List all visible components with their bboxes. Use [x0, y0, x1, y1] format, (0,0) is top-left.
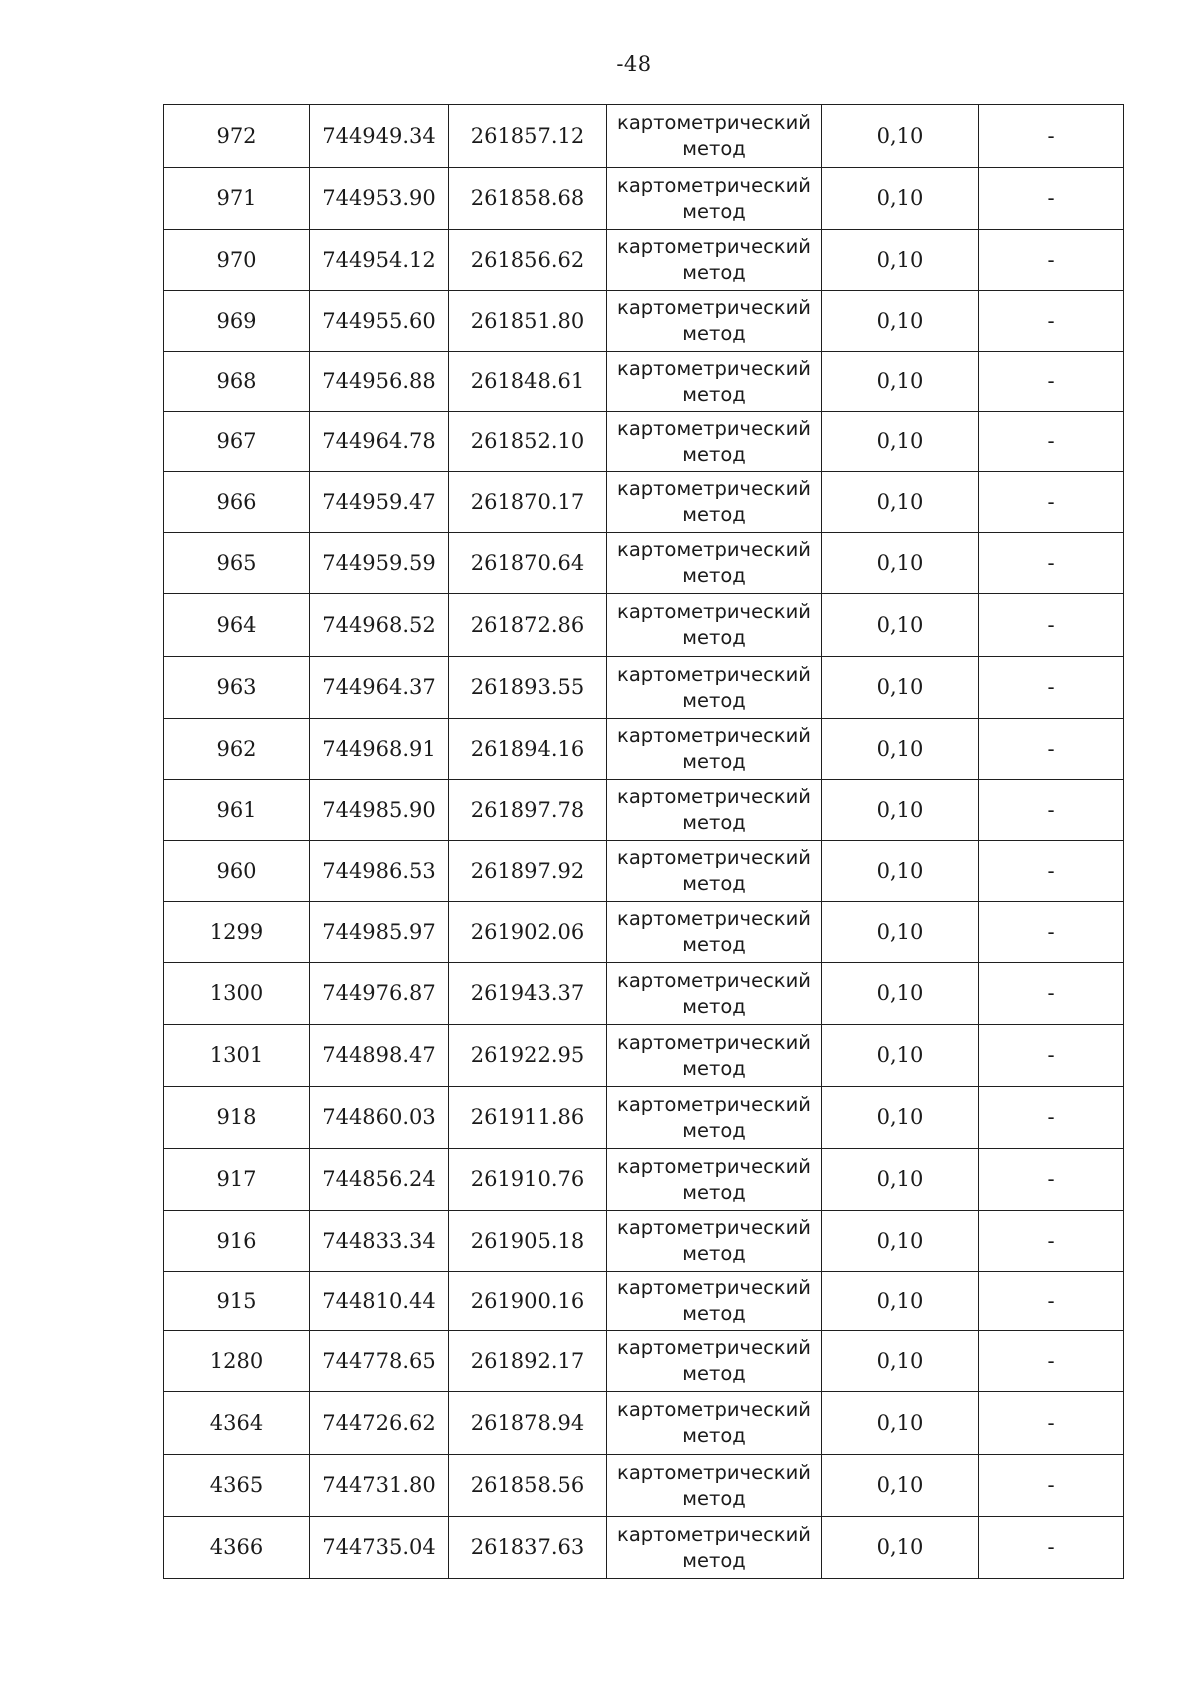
method-text-line: метод: [682, 933, 746, 956]
y-coordinate-cell: 261897.92: [449, 841, 607, 902]
y-coordinate-cell: 261911.86: [449, 1087, 607, 1149]
table-row: [164, 1455, 1124, 1517]
note-cell: -: [979, 963, 1124, 1025]
method-text-line: картометрический: [617, 1336, 811, 1360]
error-cell: 0,10: [822, 472, 979, 533]
x-coordinate-cell: 744949.34: [310, 105, 449, 168]
method-cell: [607, 1392, 822, 1455]
method-text-line: картометрический: [617, 846, 811, 870]
y-coordinate-cell: 261870.17: [449, 472, 607, 533]
x-coordinate-cell: 744964.78: [310, 412, 449, 472]
error-cell: 0,10: [822, 1272, 979, 1331]
table-row: [164, 902, 1124, 963]
error-cell: 0,10: [822, 230, 979, 291]
table-row: [164, 168, 1124, 230]
note-cell: -: [979, 902, 1124, 963]
method-cell: [607, 291, 822, 352]
note-cell: -: [979, 1331, 1124, 1392]
table-row: [164, 1025, 1124, 1087]
method-text-line: картометрический: [617, 600, 811, 624]
x-coordinate-cell: 744985.97: [310, 902, 449, 963]
table-row: [164, 1331, 1124, 1392]
note-cell: -: [979, 1455, 1124, 1517]
y-coordinate-cell: 261858.56: [449, 1455, 607, 1517]
point-number-cell: 4365: [164, 1455, 310, 1517]
error-cell: 0,10: [822, 1331, 979, 1392]
point-number-cell: 960: [164, 841, 310, 902]
point-number-cell: 1301: [164, 1025, 310, 1087]
y-coordinate-cell: 261922.95: [449, 1025, 607, 1087]
method-text-line: метод: [682, 994, 746, 1018]
y-coordinate-cell: 261900.16: [449, 1272, 607, 1331]
method-text-line: метод: [682, 199, 746, 223]
error-cell: 0,10: [822, 841, 979, 902]
method-cell: [607, 657, 822, 719]
point-number-cell: 1300: [164, 963, 310, 1025]
y-coordinate-cell: 261851.80: [449, 291, 607, 352]
point-number-cell: 965: [164, 533, 310, 594]
error-cell: 0,10: [822, 1211, 979, 1272]
method-text-line: метод: [682, 811, 746, 834]
y-coordinate-cell: 261893.55: [449, 657, 607, 719]
point-number-cell: 961: [164, 780, 310, 841]
point-number-cell: 968: [164, 352, 310, 412]
table-row: [164, 291, 1124, 352]
y-coordinate-cell: 261870.64: [449, 533, 607, 594]
table-row: [164, 719, 1124, 780]
point-number-cell: 969: [164, 291, 310, 352]
method-text-line: картометрический: [617, 1092, 811, 1116]
method-cell: [607, 1272, 822, 1331]
error-cell: 0,10: [822, 412, 979, 472]
x-coordinate-cell: 744956.88: [310, 352, 449, 412]
table-row: [164, 472, 1124, 533]
page-number: -48: [616, 52, 652, 76]
point-number-cell: 916: [164, 1211, 310, 1272]
note-cell: -: [979, 841, 1124, 902]
method-text-line: метод: [682, 1548, 746, 1572]
point-number-cell: 963: [164, 657, 310, 719]
method-cell: [607, 412, 822, 472]
y-coordinate-cell: 261902.06: [449, 902, 607, 963]
note-cell: -: [979, 719, 1124, 780]
point-number-cell: 4366: [164, 1517, 310, 1579]
x-coordinate-cell: 744735.04: [310, 1517, 449, 1579]
note-cell: -: [979, 657, 1124, 719]
method-text-line: метод: [682, 442, 746, 466]
method-text-line: картометрический: [617, 111, 811, 135]
method-cell: [607, 963, 822, 1025]
table-row: [164, 1211, 1124, 1272]
note-cell: -: [979, 230, 1124, 291]
method-text-line: картометрический: [617, 662, 811, 686]
method-text-line: метод: [682, 750, 746, 773]
x-coordinate-cell: 744959.59: [310, 533, 449, 594]
method-text-line: картометрический: [617, 356, 811, 380]
x-coordinate-cell: 744955.60: [310, 291, 449, 352]
point-number-cell: 967: [164, 412, 310, 472]
method-text-line: метод: [682, 1424, 746, 1447]
note-cell: -: [979, 105, 1124, 168]
y-coordinate-cell: 261852.10: [449, 412, 607, 472]
method-text-line: метод: [682, 382, 746, 406]
method-text-line: картометрический: [617, 538, 811, 562]
method-cell: [607, 230, 822, 291]
method-text-line: картометрический: [617, 1460, 811, 1484]
y-coordinate-cell: 261943.37: [449, 963, 607, 1025]
x-coordinate-cell: 744954.12: [310, 230, 449, 291]
y-coordinate-cell: 261857.12: [449, 105, 607, 168]
method-text-line: картометрический: [617, 296, 811, 320]
point-number-cell: 971: [164, 168, 310, 230]
x-coordinate-cell: 744964.37: [310, 657, 449, 719]
method-text-line: картометрический: [617, 724, 811, 748]
method-text-line: картометрический: [617, 477, 811, 501]
method-text-line: метод: [682, 1362, 746, 1385]
method-text-line: метод: [682, 1118, 746, 1142]
error-cell: 0,10: [822, 352, 979, 412]
note-cell: -: [979, 1517, 1124, 1579]
note-cell: -: [979, 533, 1124, 594]
x-coordinate-cell: 744968.52: [310, 594, 449, 657]
method-cell: [607, 352, 822, 412]
method-cell: [607, 533, 822, 594]
x-coordinate-cell: 744898.47: [310, 1025, 449, 1087]
x-coordinate-cell: 744953.90: [310, 168, 449, 230]
table-row: [164, 1087, 1124, 1149]
table-row: [164, 412, 1124, 472]
error-cell: 0,10: [822, 1025, 979, 1087]
point-number-cell: 1299: [164, 902, 310, 963]
method-cell: [607, 1455, 822, 1517]
error-cell: 0,10: [822, 1392, 979, 1455]
error-cell: 0,10: [822, 902, 979, 963]
method-text-line: метод: [682, 564, 746, 587]
note-cell: -: [979, 168, 1124, 230]
x-coordinate-cell: 744856.24: [310, 1149, 449, 1211]
x-coordinate-cell: 744731.80: [310, 1455, 449, 1517]
note-cell: -: [979, 352, 1124, 412]
note-cell: -: [979, 1149, 1124, 1211]
table-row: [164, 594, 1124, 657]
error-cell: 0,10: [822, 594, 979, 657]
method-text-line: картометрический: [617, 968, 811, 992]
method-text-line: картометрический: [617, 173, 811, 197]
method-text-line: картометрический: [617, 1030, 811, 1054]
note-cell: -: [979, 472, 1124, 533]
point-number-cell: 964: [164, 594, 310, 657]
table-row: [164, 657, 1124, 719]
method-text-line: картометрический: [617, 416, 811, 440]
method-cell: [607, 902, 822, 963]
method-text-line: метод: [682, 503, 746, 526]
x-coordinate-cell: 744810.44: [310, 1272, 449, 1331]
method-text-line: картометрический: [617, 785, 811, 809]
method-text-line: метод: [682, 1180, 746, 1204]
note-cell: -: [979, 1087, 1124, 1149]
method-cell: [607, 1025, 822, 1087]
point-number-cell: 972: [164, 105, 310, 168]
error-cell: 0,10: [822, 1517, 979, 1579]
x-coordinate-cell: 744976.87: [310, 963, 449, 1025]
error-cell: 0,10: [822, 533, 979, 594]
note-cell: -: [979, 1272, 1124, 1331]
x-coordinate-cell: 744968.91: [310, 719, 449, 780]
table-row: [164, 533, 1124, 594]
table-row: [164, 963, 1124, 1025]
method-text-line: метод: [682, 1302, 746, 1325]
note-cell: -: [979, 1392, 1124, 1455]
x-coordinate-cell: 744959.47: [310, 472, 449, 533]
table-row: [164, 841, 1124, 902]
method-text-line: метод: [682, 137, 746, 160]
point-number-cell: 917: [164, 1149, 310, 1211]
y-coordinate-cell: 261910.76: [449, 1149, 607, 1211]
x-coordinate-cell: 744726.62: [310, 1392, 449, 1455]
table-row: [164, 230, 1124, 291]
coordinates-table-body: [164, 105, 1124, 1579]
method-text-line: картометрический: [617, 1276, 811, 1300]
error-cell: 0,10: [822, 780, 979, 841]
point-number-cell: 4364: [164, 1392, 310, 1455]
method-cell: [607, 168, 822, 230]
note-cell: -: [979, 780, 1124, 841]
method-cell: [607, 1331, 822, 1392]
method-text-line: метод: [682, 261, 746, 284]
error-cell: 0,10: [822, 1087, 979, 1149]
note-cell: -: [979, 594, 1124, 657]
error-cell: 0,10: [822, 168, 979, 230]
point-number-cell: 918: [164, 1087, 310, 1149]
y-coordinate-cell: 261892.17: [449, 1331, 607, 1392]
note-cell: -: [979, 1025, 1124, 1087]
method-text-line: картометрический: [617, 1154, 811, 1178]
error-cell: 0,10: [822, 1455, 979, 1517]
x-coordinate-cell: 744986.53: [310, 841, 449, 902]
method-text-line: метод: [682, 1486, 746, 1510]
note-cell: -: [979, 1211, 1124, 1272]
method-cell: [607, 1087, 822, 1149]
note-cell: -: [979, 412, 1124, 472]
method-text-line: картометрический: [617, 1216, 811, 1240]
x-coordinate-cell: 744985.90: [310, 780, 449, 841]
method-cell: [607, 1211, 822, 1272]
method-text-line: картометрический: [617, 235, 811, 259]
point-number-cell: 962: [164, 719, 310, 780]
method-text-line: метод: [682, 322, 746, 345]
table-row: [164, 780, 1124, 841]
y-coordinate-cell: 261872.86: [449, 594, 607, 657]
y-coordinate-cell: 261905.18: [449, 1211, 607, 1272]
method-text-line: метод: [682, 1056, 746, 1080]
coordinates-table: [163, 104, 1124, 1579]
y-coordinate-cell: 261848.61: [449, 352, 607, 412]
method-text-line: картометрический: [617, 907, 811, 931]
y-coordinate-cell: 261894.16: [449, 719, 607, 780]
table-row: [164, 1517, 1124, 1579]
method-text-line: метод: [682, 1242, 746, 1265]
error-cell: 0,10: [822, 291, 979, 352]
table-row: [164, 105, 1124, 168]
error-cell: 0,10: [822, 657, 979, 719]
x-coordinate-cell: 744860.03: [310, 1087, 449, 1149]
y-coordinate-cell: 261897.78: [449, 780, 607, 841]
method-cell: [607, 1517, 822, 1579]
table-row: [164, 1392, 1124, 1455]
error-cell: 0,10: [822, 719, 979, 780]
method-text-line: метод: [682, 688, 746, 712]
table-row: [164, 1149, 1124, 1211]
method-cell: [607, 719, 822, 780]
point-number-cell: 1280: [164, 1331, 310, 1392]
x-coordinate-cell: 744778.65: [310, 1331, 449, 1392]
method-text-line: картометрический: [617, 1522, 811, 1546]
y-coordinate-cell: 261878.94: [449, 1392, 607, 1455]
method-cell: [607, 841, 822, 902]
table-row: [164, 1272, 1124, 1331]
method-cell: [607, 594, 822, 657]
method-cell: [607, 105, 822, 168]
method-text-line: метод: [682, 626, 746, 649]
method-cell: [607, 1149, 822, 1211]
table-row: [164, 352, 1124, 412]
error-cell: 0,10: [822, 1149, 979, 1211]
point-number-cell: 915: [164, 1272, 310, 1331]
x-coordinate-cell: 744833.34: [310, 1211, 449, 1272]
error-cell: 0,10: [822, 963, 979, 1025]
y-coordinate-cell: 261858.68: [449, 168, 607, 230]
point-number-cell: 966: [164, 472, 310, 533]
method-cell: [607, 472, 822, 533]
method-text-line: картометрический: [617, 1398, 811, 1422]
method-cell: [607, 780, 822, 841]
error-cell: 0,10: [822, 105, 979, 168]
note-cell: -: [979, 291, 1124, 352]
y-coordinate-cell: 261837.63: [449, 1517, 607, 1579]
y-coordinate-cell: 261856.62: [449, 230, 607, 291]
point-number-cell: 970: [164, 230, 310, 291]
method-text-line: метод: [682, 872, 746, 895]
